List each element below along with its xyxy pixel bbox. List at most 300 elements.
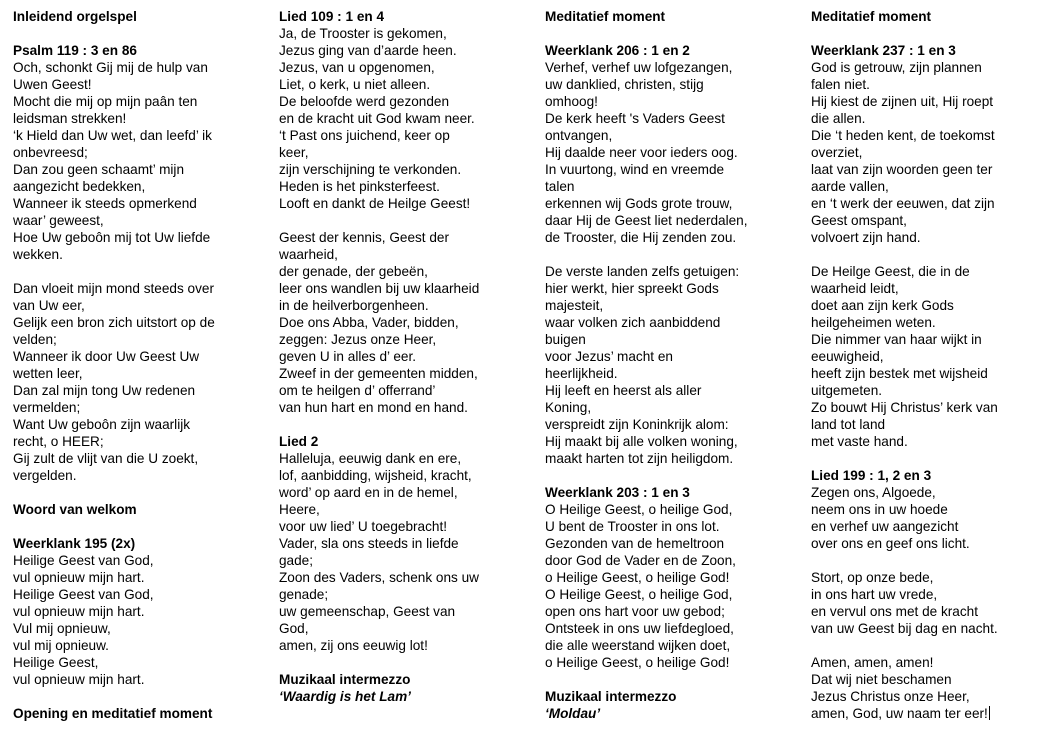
line-text: De kerk heeft 's Vaders Geest — [545, 111, 725, 126]
blank-line — [279, 654, 529, 671]
text-line — [545, 552, 797, 569]
text-line — [545, 280, 797, 297]
line-text: genade; — [279, 587, 329, 602]
line-text: die allen. — [811, 111, 866, 126]
text-line — [811, 161, 1041, 178]
text-line — [545, 348, 797, 365]
line-text: wekken. — [13, 247, 63, 262]
line-text: onbevreesd; — [13, 145, 88, 160]
line-text: Wanneer ik steeds opmerkend — [13, 196, 197, 211]
text-line — [545, 433, 797, 450]
line-text: uw danklied, christen, stijg — [545, 77, 704, 92]
line-text: Vul mij opnieuw, — [13, 621, 111, 636]
text-line — [545, 416, 797, 433]
line-text: O Heilige Geest, o heilige God, — [545, 587, 733, 602]
text-line — [811, 586, 1041, 603]
line-text: open ons hart voor uw gebod; — [545, 604, 725, 619]
text-line — [279, 314, 529, 331]
text-line — [13, 467, 261, 484]
text-line — [811, 654, 1041, 671]
line-text: Heden is het pinksterfeest. — [279, 179, 440, 194]
blank-line — [811, 552, 1041, 569]
line-text: leidsman strekken! — [13, 111, 127, 126]
blank-line — [811, 450, 1041, 467]
line-text: Amen, amen, amen! — [811, 655, 934, 670]
line-text: ‘Moldau’ — [545, 706, 601, 721]
text-line — [811, 484, 1041, 501]
line-text: lof, aanbidding, wijsheid, kracht, — [279, 468, 472, 483]
text-line — [279, 399, 529, 416]
line-text: falen niet. — [811, 77, 870, 92]
section-heading — [545, 42, 797, 59]
text-line — [279, 382, 529, 399]
line-text: de Trooster, die Hij zenden zou. — [545, 230, 737, 245]
text-line — [279, 569, 529, 586]
section-heading — [13, 42, 261, 59]
line-text: buigen — [545, 332, 586, 347]
line-text: die alle weerstand wijken doet, — [545, 638, 731, 653]
line-text: Stort, op onze bede, — [811, 570, 934, 585]
text-line — [279, 348, 529, 365]
line-text: Ontsteek in ons uw liefdegloed, — [545, 621, 734, 636]
line-text: God, — [279, 621, 309, 636]
text-line — [279, 280, 529, 297]
text-line — [13, 59, 261, 76]
line-text: Meditatief moment — [545, 9, 666, 24]
text-line — [13, 450, 261, 467]
text-line — [279, 331, 529, 348]
line-text: Mocht die mij op mijn paân ten — [13, 94, 198, 109]
text-line — [811, 263, 1041, 280]
line-text: velden; — [13, 332, 57, 347]
text-line — [13, 331, 261, 348]
text-line — [279, 263, 529, 280]
line-text: Heere, — [279, 502, 320, 517]
line-text: o Heilige Geest, o heilige God! — [545, 570, 730, 585]
section-heading — [545, 688, 797, 705]
line-text: Zegen ons, Algoede, — [811, 485, 936, 500]
text-line — [545, 586, 797, 603]
line-text: Looft en dankt de Heilge Geest! — [279, 196, 471, 211]
text-line — [279, 518, 529, 535]
text-line — [13, 603, 261, 620]
line-text: waar volken zich aanbiddend — [545, 315, 721, 330]
text-line — [811, 76, 1041, 93]
line-text: Jezus Christus onze Heer, — [811, 689, 970, 704]
text-line — [279, 297, 529, 314]
line-text: van uw Geest bij dag en nacht. — [811, 621, 998, 636]
text-line — [545, 450, 797, 467]
line-text: Gelijk een bron zich uitstort op de — [13, 315, 215, 330]
text-line — [279, 229, 529, 246]
line-text: vul mij opnieuw. — [13, 638, 109, 653]
line-text: word’ op aard en in de hemel, — [279, 485, 458, 500]
line-text: vermelden; — [13, 400, 81, 415]
text-line — [13, 110, 261, 127]
line-text: talen — [545, 179, 575, 194]
line-text: omhoog! — [545, 94, 598, 109]
text-line — [811, 705, 1041, 722]
text-line — [279, 59, 529, 76]
text-line — [13, 127, 261, 144]
text-line — [811, 671, 1041, 688]
line-text: Weerklank 206 : 1 en 2 — [545, 43, 690, 58]
line-text: Zo bouwt Hij Christus’ kerk van — [811, 400, 998, 415]
section-heading — [279, 433, 529, 450]
text-line — [13, 280, 261, 297]
text-line — [545, 331, 797, 348]
text-line — [811, 195, 1041, 212]
line-text: Woord van welkom — [13, 502, 137, 517]
line-text: Ja, de Trooster is gekomen, — [279, 26, 447, 41]
text-line — [13, 246, 261, 263]
line-text: Lied 109 : 1 en 4 — [279, 9, 385, 24]
section-heading — [811, 42, 1041, 59]
text-line — [279, 535, 529, 552]
text-line — [811, 280, 1041, 297]
text-line — [13, 212, 261, 229]
line-text: zeggen: Jezus onze Heer, — [279, 332, 437, 347]
column-3 — [545, 8, 797, 722]
section-heading — [13, 535, 261, 552]
line-text: Heilige Geest van God, — [13, 553, 154, 568]
line-text: waarheid leidt, — [811, 281, 899, 296]
line-text: hier werkt, hier spreekt Gods — [545, 281, 719, 296]
blank-line — [545, 467, 797, 484]
text-line — [279, 620, 529, 637]
text-line — [13, 161, 261, 178]
text-line — [279, 144, 529, 161]
line-text: De Heilge Geest, die in de — [811, 264, 970, 279]
line-text: Dan zou geen schaamt’ mijn — [13, 162, 185, 177]
text-line — [13, 569, 261, 586]
text-line — [545, 535, 797, 552]
text-line — [545, 365, 797, 382]
line-text: heeft zijn bestek met wijsheid — [811, 366, 988, 381]
line-text: Hij leeft en heerst als aller — [545, 383, 702, 398]
text-line — [811, 314, 1041, 331]
line-text: ‘Waardig is het Lam’ — [279, 689, 411, 704]
line-text: Koning, — [545, 400, 592, 415]
line-text: majesteit, — [545, 298, 604, 313]
line-text: ‘t Past ons juichend, keer op — [279, 128, 450, 143]
line-text: Doe ons Abba, Vader, bidden, — [279, 315, 459, 330]
text-line — [811, 603, 1041, 620]
text-line — [13, 195, 261, 212]
line-text: Hij kiest de zijnen uit, Hij roept — [811, 94, 994, 109]
line-text: maakt harten tot zijn heiligdom. — [545, 451, 734, 466]
text-line — [811, 569, 1041, 586]
text-line — [13, 654, 261, 671]
text-line — [13, 382, 261, 399]
line-text: Weerklank 203 : 1 en 3 — [545, 485, 690, 500]
line-text: heerlijkheid. — [545, 366, 618, 381]
line-text: over ons en geef ons licht. — [811, 536, 970, 551]
text-line — [13, 365, 261, 382]
line-text: Jezus, van u opgenomen, — [279, 60, 435, 75]
line-text: geven U in alles d’ eer. — [279, 349, 417, 364]
blank-line — [13, 518, 261, 535]
text-line — [545, 518, 797, 535]
text-line — [545, 229, 797, 246]
line-text: Dat wij niet beschamen — [811, 672, 952, 687]
text-line — [13, 416, 261, 433]
text-line — [279, 637, 529, 654]
line-text: vul opnieuw mijn hart. — [13, 570, 145, 585]
line-text: verspreidt zijn Koninkrijk alom: — [545, 417, 729, 432]
line-text: God is getrouw, zijn plannen — [811, 60, 982, 75]
text-line — [545, 59, 797, 76]
text-line — [545, 93, 797, 110]
line-text: U bent de Trooster in ons lot. — [545, 519, 720, 534]
text-line — [811, 399, 1041, 416]
line-text: aarde vallen, — [811, 179, 889, 194]
blank-line — [279, 212, 529, 229]
line-text: vul opnieuw mijn hart. — [13, 604, 145, 619]
text-line — [811, 144, 1041, 161]
line-text: Weerklank 195 (2x) — [13, 536, 136, 551]
line-text: Vader, sla ons steeds in liefde — [279, 536, 459, 551]
line-text: overziet, — [811, 145, 863, 160]
text-line — [545, 76, 797, 93]
line-text: gade; — [279, 553, 314, 568]
text-line — [545, 178, 797, 195]
text-line — [279, 76, 529, 93]
text-line — [811, 110, 1041, 127]
text-line — [811, 433, 1041, 450]
text-line — [811, 416, 1041, 433]
section-heading — [545, 484, 797, 501]
line-text: Muzikaal intermezzo — [279, 672, 411, 687]
column-1 — [13, 8, 261, 722]
blank-line — [13, 263, 261, 280]
blank-line — [545, 671, 797, 688]
line-text: Geest der kennis, Geest der — [279, 230, 450, 245]
line-text: doet aan zijn kerk Gods — [811, 298, 954, 313]
text-line — [279, 178, 529, 195]
section-heading — [811, 8, 1041, 25]
text-line — [545, 603, 797, 620]
text-line — [545, 314, 797, 331]
line-text: in de heilverborgenheen. — [279, 298, 429, 313]
section-heading — [545, 705, 797, 722]
text-line — [13, 314, 261, 331]
text-line — [811, 127, 1041, 144]
text-line — [279, 467, 529, 484]
text-line — [545, 127, 797, 144]
text-line — [545, 195, 797, 212]
line-text: o Heilige Geest, o heilige God! — [545, 655, 730, 670]
line-text: Zoon des Vaders, schenk ons uw — [279, 570, 479, 585]
line-text: De verste landen zelfs getuigen: — [545, 264, 740, 279]
line-text: Geest omspant, — [811, 213, 907, 228]
section-heading — [279, 688, 529, 705]
text-line — [545, 501, 797, 518]
text-line — [279, 603, 529, 620]
line-text: Die nimmer van haar wijkt in — [811, 332, 982, 347]
blank-line — [13, 484, 261, 501]
line-text: en de kracht uit God kwam neer. — [279, 111, 475, 126]
text-line — [811, 365, 1041, 382]
line-text: O Heilige Geest, o heilige God, — [545, 502, 733, 517]
text-line — [545, 263, 797, 280]
section-heading — [13, 8, 261, 25]
text-line — [279, 501, 529, 518]
text-line — [13, 586, 261, 603]
line-text: amen, zij ons eeuwig lot! — [279, 638, 428, 653]
line-text: Zweef in der gemeenten midden, — [279, 366, 478, 381]
text-line — [545, 620, 797, 637]
line-text: Liet, o kerk, u niet alleen. — [279, 77, 431, 92]
text-line — [545, 297, 797, 314]
section-heading — [279, 671, 529, 688]
line-text: land tot land — [811, 417, 886, 432]
line-text: laat van zijn woorden geen ter — [811, 162, 993, 177]
line-text: Heilige Geest van God, — [13, 587, 154, 602]
line-text: Heilige Geest, — [13, 655, 99, 670]
line-text: om te heilgen d’ offerrand’ — [279, 383, 436, 398]
line-text: amen, God, uw naam ter eer! — [811, 706, 988, 721]
line-text: wetten leer, — [13, 366, 83, 381]
text-line — [545, 654, 797, 671]
text-line — [279, 365, 529, 382]
line-text: Hoe Uw geboôn mij tot Uw liefde — [13, 230, 211, 245]
text-line — [545, 110, 797, 127]
line-text: Halleluja, eeuwig dank en ere, — [279, 451, 462, 466]
line-text: Lied 2 — [279, 434, 319, 449]
blank-line — [545, 25, 797, 42]
blank-line — [811, 637, 1041, 654]
blank-line — [811, 246, 1041, 263]
text-line — [811, 178, 1041, 195]
line-text: der genade, der gebeën, — [279, 264, 428, 279]
text-line — [279, 93, 529, 110]
text-line — [13, 399, 261, 416]
text-line — [811, 688, 1041, 705]
column-2 — [279, 8, 529, 705]
section-heading — [279, 8, 529, 25]
line-text: Dan vloeit mijn mond steeds over — [13, 281, 214, 296]
line-text: Jezus ging van d’aarde heen. — [279, 43, 457, 58]
text-line — [13, 229, 261, 246]
line-text: in ons hart uw vrede, — [811, 587, 938, 602]
line-text: neem ons in uw hoede — [811, 502, 948, 517]
line-text: eeuwigheid, — [811, 349, 884, 364]
line-text: leer ons wandlen bij uw klaarheid — [279, 281, 480, 296]
line-text: van hun hart en mond en hand. — [279, 400, 468, 415]
line-text: ‘k Hield dan Uw wet, dan leefd’ ik — [13, 128, 212, 143]
line-text: door God de Vader en de Zoon, — [545, 553, 736, 568]
line-text: voor uw lied’ U toegebracht! — [279, 519, 447, 534]
text-line — [545, 212, 797, 229]
line-text: Och, schonkt Gij mij de hulp van — [13, 60, 208, 75]
text-line — [13, 76, 261, 93]
line-text: Gezonden van de hemeltroon — [545, 536, 725, 551]
text-line — [811, 331, 1041, 348]
text-line — [13, 348, 261, 365]
text-line — [811, 229, 1041, 246]
line-text: Uwen Geest! — [13, 77, 92, 92]
text-line — [811, 382, 1041, 399]
line-text: zijn verschijning te verkonden. — [279, 162, 462, 177]
line-text: uw gemeenschap, Geest van — [279, 604, 456, 619]
line-text: vergelden. — [13, 468, 77, 483]
line-text: Dan zal mijn tong Uw redenen — [13, 383, 196, 398]
column-4 — [811, 8, 1041, 722]
line-text: De beloofde werd gezonden — [279, 94, 450, 109]
line-text: waar’ geweest, — [13, 213, 104, 228]
line-text: Muzikaal intermezzo — [545, 689, 677, 704]
line-text: Psalm 119 : 3 en 86 — [13, 43, 137, 58]
text-line — [13, 93, 261, 110]
text-line — [811, 348, 1041, 365]
line-text: erkennen wij Gods grote trouw, — [545, 196, 733, 211]
line-text: Meditatief moment — [811, 9, 932, 24]
line-text: voor Jezus’ macht en — [545, 349, 673, 364]
line-text: aangezicht bedekken, — [13, 179, 146, 194]
line-text: vul opnieuw mijn hart. — [13, 672, 145, 687]
line-text: Wanneer ik door Uw Geest Uw — [13, 349, 200, 364]
line-text: Verhef, verhef uw lofgezangen, — [545, 60, 733, 75]
text-line — [811, 501, 1041, 518]
text-line — [13, 433, 261, 450]
text-line — [811, 535, 1041, 552]
text-line — [545, 637, 797, 654]
text-line — [13, 671, 261, 688]
text-line — [811, 93, 1041, 110]
line-text: Opening en meditatief moment — [13, 706, 213, 721]
line-text: Hij daalde neer voor ieders oog. — [545, 145, 738, 160]
blank-line — [13, 25, 261, 42]
text-line — [279, 586, 529, 603]
section-heading — [13, 705, 261, 722]
line-text: ontvangen, — [545, 128, 613, 143]
text-cursor — [989, 706, 990, 720]
line-text: Want Uw geboôn zijn waarlijk — [13, 417, 191, 432]
line-text: In vuurtong, wind en vreemde — [545, 162, 725, 177]
line-text: waarheid, — [279, 247, 338, 262]
blank-line — [13, 688, 261, 705]
line-text: van Uw eer, — [13, 298, 85, 313]
text-line — [279, 161, 529, 178]
line-text: Hij maakt bij alle volken woning, — [545, 434, 738, 449]
text-line — [279, 552, 529, 569]
text-line — [279, 195, 529, 212]
line-text: Weerklank 237 : 1 en 3 — [811, 43, 956, 58]
text-line — [279, 110, 529, 127]
blank-line — [811, 25, 1041, 42]
text-line — [279, 127, 529, 144]
text-line — [811, 620, 1041, 637]
line-text: Inleidend orgelspel — [13, 9, 137, 24]
text-line — [279, 246, 529, 263]
text-line — [13, 552, 261, 569]
text-line — [13, 297, 261, 314]
text-line — [279, 42, 529, 59]
blank-line — [545, 246, 797, 263]
line-text: en verhef uw aangezicht — [811, 519, 959, 534]
text-line — [811, 212, 1041, 229]
section-heading — [545, 8, 797, 25]
text-line — [545, 399, 797, 416]
text-line — [279, 450, 529, 467]
line-text: Die ‘t heden kent, de toekomst — [811, 128, 995, 143]
text-line — [545, 382, 797, 399]
text-line — [545, 161, 797, 178]
line-text: uitgemeten. — [811, 383, 883, 398]
text-line — [13, 144, 261, 161]
section-heading — [811, 467, 1041, 484]
